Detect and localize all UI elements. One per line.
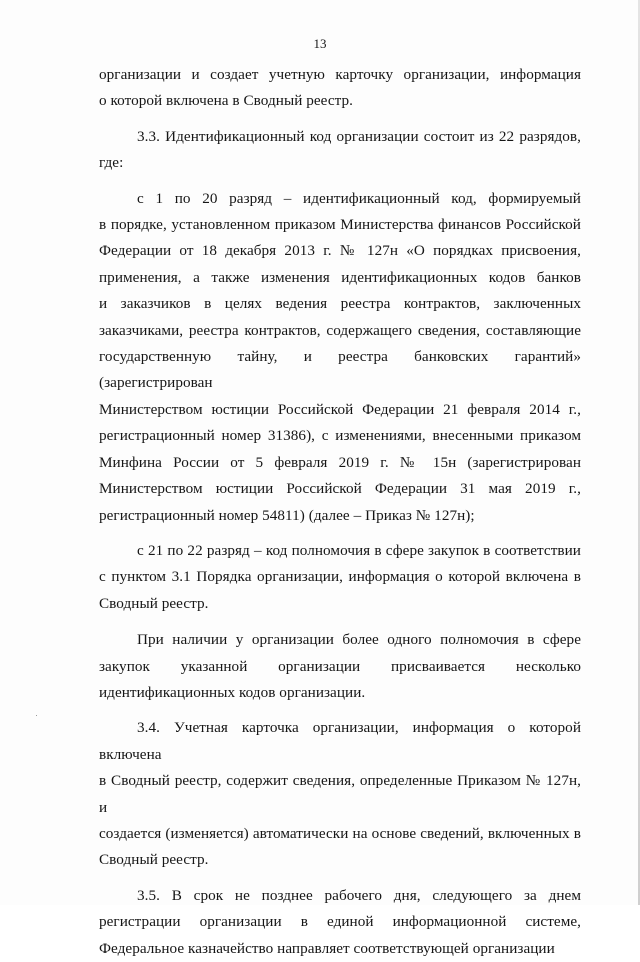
- text-line: регистрационный номер 54811) (далее – Приказ № 127н);: [99, 506, 475, 524]
- text-line: Сводный реестр.: [99, 851, 209, 869]
- text-line: с 1 по 20 разряд – идентификационный код, формируемый: [137, 189, 581, 207]
- text-line: регистрационный номер 31386), с изменениями, внесенными приказом: [99, 427, 581, 445]
- paragraph-3-3: [99, 124, 581, 177]
- text-line: При наличии у организации более одного полномочия в сфере: [137, 631, 581, 649]
- text-line: Федеральное казначейство направляет соответствующей организации: [99, 939, 555, 957]
- text-line: в порядке, установленном приказом Министерства финансов Российской: [99, 216, 581, 234]
- text-line: 3.4. Учетная карточка организации, информация о которой включена: [99, 719, 581, 763]
- text-line: идентификационных кодов организации.: [99, 683, 366, 701]
- page-number: 13: [313, 36, 327, 51]
- scan-speck: [36, 715, 37, 716]
- text-line: применения, а также изменения идентификационных кодов банков: [99, 268, 581, 286]
- text-line: Федерации от 18 декабря 2013 г. № 127н «О порядках присвоения,: [99, 242, 581, 260]
- text-line: регистрации организации в единой информационной системе,: [99, 913, 581, 931]
- text-line: 3.5. В срок не позднее рабочего дня, следующего за днем: [137, 886, 581, 904]
- text-line: в Сводный реестр, содержит сведения, определенные Приказом № 127н, и: [99, 772, 581, 816]
- text-line: где:: [99, 154, 124, 172]
- text-line: Сводный реестр.: [99, 594, 209, 612]
- paragraph-3-5: [99, 883, 581, 962]
- text-line: организации и создает учетную карточку организации, информация: [99, 66, 581, 83]
- paragraph-continuation: [99, 62, 581, 115]
- text-line: создается (изменяется) автоматически на основе сведений, включенных в: [99, 824, 581, 842]
- text-line: Минфина России от 5 февраля 2019 г. № 15н (зарегистрирован: [99, 453, 581, 471]
- text-line: с пунктом 3.1 Порядка организации, информация о которой включена в: [99, 568, 581, 586]
- text-line: государственную тайну, и реестра банковских гарантий» (зарегистрирован: [99, 348, 581, 392]
- text-line: заказчиками, реестра контрактов, содержащего сведения, составляющие: [99, 321, 581, 339]
- text-line: с 21 по 22 разряд – код полномочия в сфере закупок в соответствии: [137, 541, 581, 559]
- text-line: закупок указанной организации присваивается несколько: [99, 657, 581, 675]
- text-line: и заказчиков в целях ведения реестра контрактов, заключенных: [99, 295, 581, 313]
- paragraph-multiple-authorities: [99, 627, 581, 706]
- text-line: Министерством юстиции Российской Федерации 31 мая 2019 г.,: [99, 480, 581, 498]
- document-body: [99, 62, 581, 962]
- paragraph-digits-21-22: [99, 538, 581, 617]
- text-line: 3.3. Идентификационный код организации состоит из 22 разрядов,: [137, 127, 581, 145]
- text-line: Министерством юстиции Российской Федерации 21 февраля 2014 г.,: [99, 400, 581, 418]
- paragraph-digits-1-20: [99, 186, 581, 529]
- text-line: о которой включена в Сводный реестр.: [99, 92, 353, 110]
- paragraph-3-4: [99, 715, 581, 873]
